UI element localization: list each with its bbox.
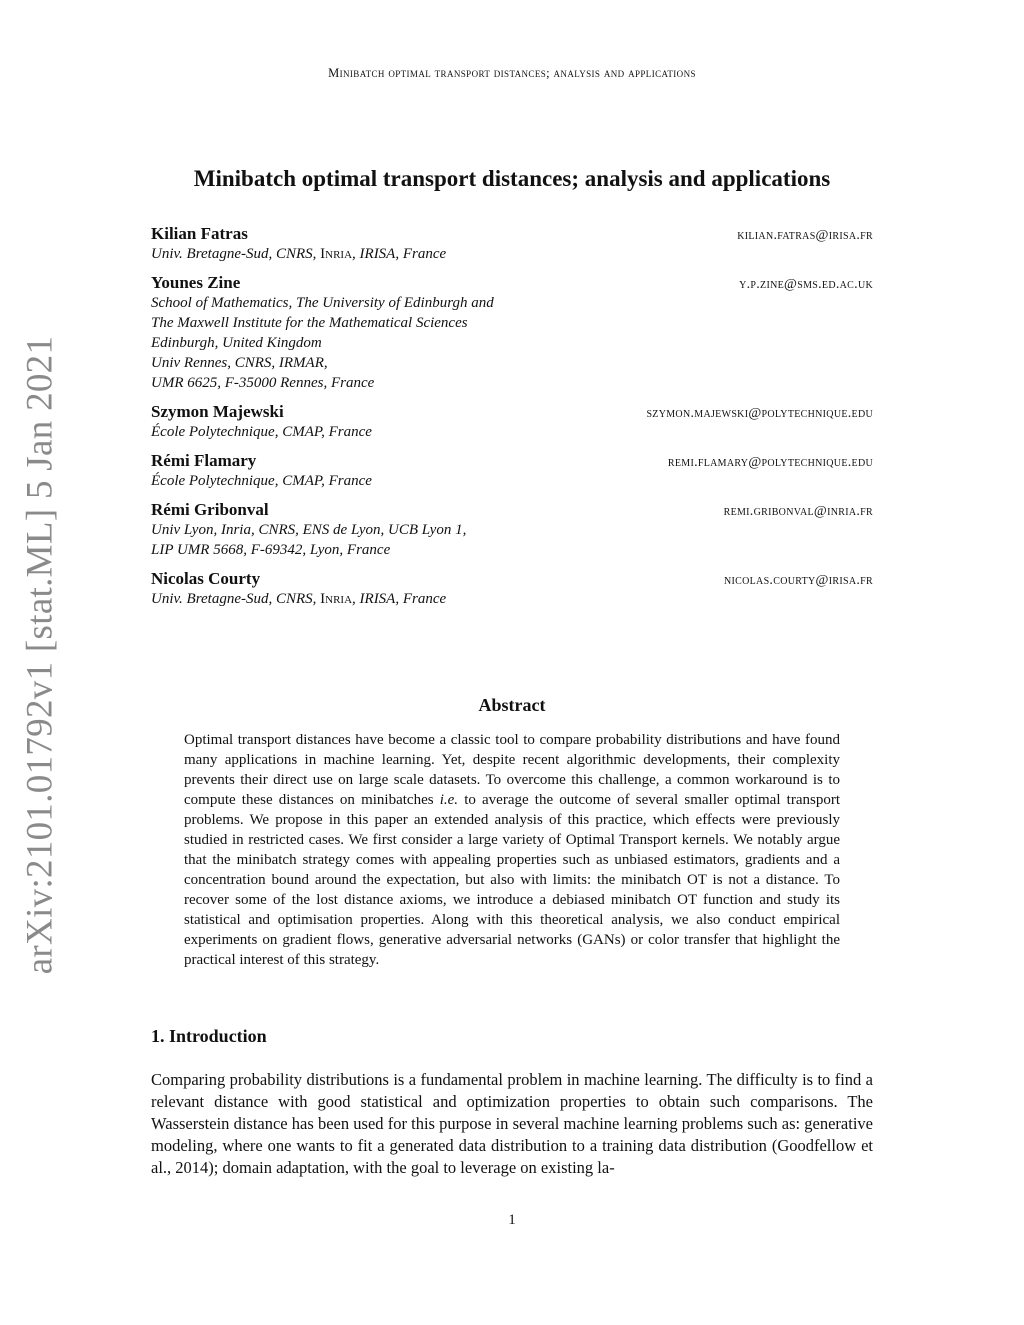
author-affiliation-line: Edinburgh, United Kingdom <box>151 335 322 351</box>
author-affiliation-line: School of Mathematics, The University of Edinburgh and <box>151 295 494 311</box>
author-list <box>151 224 873 618</box>
author-affiliation-line: Univ Lyon, Inria, CNRS, ENS de Lyon, UCB Lyon 1, <box>151 522 467 538</box>
author-block <box>151 273 873 393</box>
introduction-paragraph: Comparing probability distributions is a fundamental problem in machine learning. The difficulty is to find a relevant distance with good statistical and optimization properties to obtain such comparisons. The Wasserstein distance has been used for this purpose in several machine learning problems such as: generative modeling, where one wants to fit a generated data distribution to a training data distribution (Goodfellow et al., 2014); domain adaptation, with the goal to leverage on existing la- <box>151 1070 873 1177</box>
author-name: Szymon Majewski <box>151 402 284 421</box>
author-affiliation: Univ. Bretagne-Sud, CNRS, Inria, IRISA, France <box>151 591 447 607</box>
author-affiliation-line: École Polytechnique, CMAP, France <box>151 424 372 440</box>
running-head: Minibatch optimal transport distances; analysis and applications <box>328 66 696 80</box>
author-email[interactable]: remi.flamary@polytechnique.edu <box>667 455 873 470</box>
author-email[interactable]: szymon.majewski@polytechnique.edu <box>646 406 873 421</box>
author-email[interactable]: y.p.zine@sms.ed.ac.uk <box>739 277 873 292</box>
paper-title: Minibatch optimal transport distances; analysis and applications <box>193 166 831 191</box>
abstract-heading: Abstract <box>478 695 546 715</box>
author-block <box>151 500 873 560</box>
author-name: Rémi Gribonval <box>151 500 269 519</box>
author-affiliation-line: LIP UMR 5668, F-69342, Lyon, France <box>151 542 391 558</box>
author-affiliation-line: Univ Rennes, CNRS, IRMAR, <box>151 355 328 371</box>
author-affiliation: Univ. Bretagne-Sud, CNRS, Inria, IRISA, France <box>151 246 447 262</box>
page-number: 1 <box>508 1212 516 1228</box>
author-name: Kilian Fatras <box>151 224 248 243</box>
author-name: Rémi Flamary <box>151 451 257 470</box>
author-email[interactable]: remi.gribonval@inria.fr <box>723 504 873 519</box>
author-block <box>151 402 873 442</box>
author-name: Nicolas Courty <box>151 569 261 588</box>
arxiv-identifier-stamp: arXiv:2101.01792v1 [stat.ML] 5 Jan 2021 <box>19 335 61 975</box>
author-name: Younes Zine <box>151 273 241 292</box>
author-affiliation-line: École Polytechnique, CMAP, France <box>151 473 372 489</box>
author-affiliation-line: UMR 6625, F-35000 Rennes, France <box>151 375 375 391</box>
section-heading-introduction: 1. Introduction <box>151 1026 267 1046</box>
author-block <box>151 224 873 264</box>
author-affiliation-line: The Maxwell Institute for the Mathematical Sciences <box>151 315 468 331</box>
abstract-text: Optimal transport distances have become a classic tool to compare probability distributions and have found many applications in machine learning. Yet, despite recent algorithmic developments, their complexity prevents their direct use on large scale datasets. To overcome this challenge, a common workaround is to compute these distances on minibatches i.e. to average the outcome of several smaller optimal transport problems. We propose in this paper an extended analysis of this practice, which effects were previously studied in restricted cases. We first consider a large variety of Optimal Transport kernels. We notably argue that the minibatch strategy comes with appealing properties such as unbiased estimators, gradients and a concentration bound around the expectation, but also with limits: the minibatch OT is not a distance. To recover some of the lost distance axioms, we introduce a debiased minibatch OT function and study its statistical and optimisation properties. Along with this theoretical analysis, we also conduct empirical experiments on gradient flows, generative adversarial networks (GANs) or color transfer that highlight the practical interest of this strategy. <box>184 732 840 968</box>
author-block <box>151 451 873 491</box>
author-email[interactable]: kilian.fatras@irisa.fr <box>737 228 873 243</box>
author-block <box>151 569 873 609</box>
author-email[interactable]: nicolas.courty@irisa.fr <box>724 573 873 588</box>
